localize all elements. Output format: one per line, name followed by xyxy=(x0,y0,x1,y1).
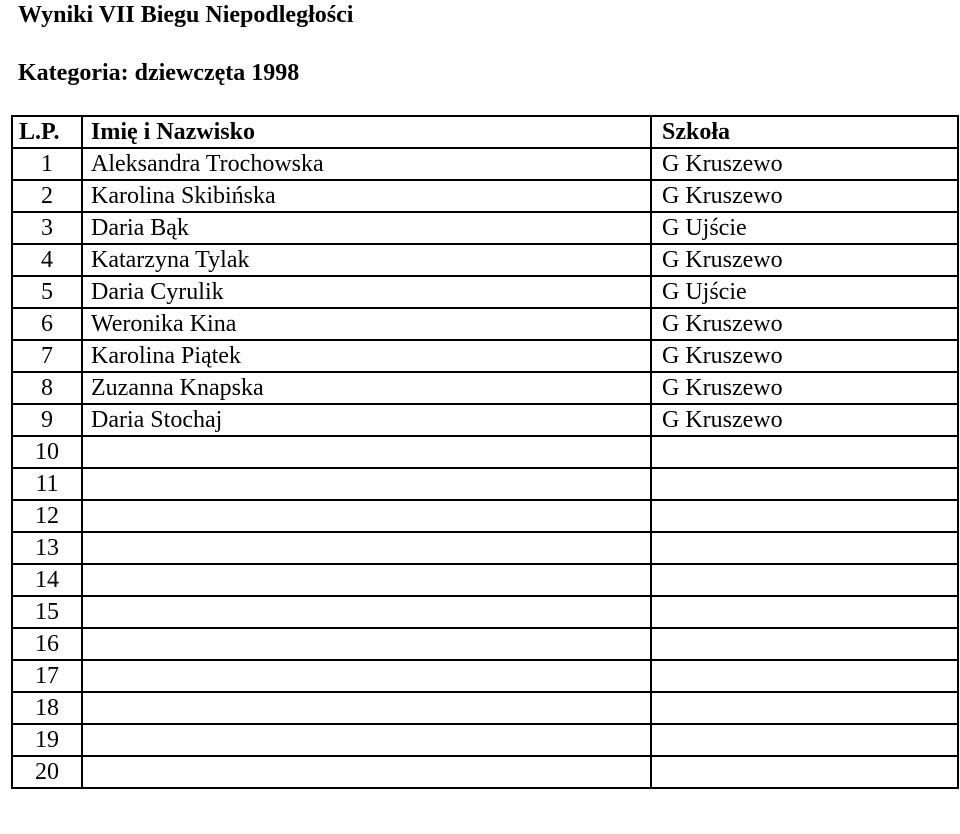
cell-school: G Kruszewo xyxy=(651,148,958,180)
table-row xyxy=(12,340,958,372)
cell-school xyxy=(651,500,958,532)
table-row xyxy=(12,628,958,660)
table-row xyxy=(12,212,958,244)
cell-name: Daria Stochaj xyxy=(82,404,651,436)
cell-school xyxy=(651,596,958,628)
cell-lp: 3 xyxy=(12,212,82,244)
cell-name: Aleksandra Trochowska xyxy=(82,148,651,180)
header-row xyxy=(12,116,958,148)
cell-school xyxy=(651,564,958,596)
cell-lp: 19 xyxy=(12,724,82,756)
cell-lp: 7 xyxy=(12,340,82,372)
cell-lp: 4 xyxy=(12,244,82,276)
table-row xyxy=(12,756,958,788)
cell-name: Zuzanna Knapska xyxy=(82,372,651,404)
table-row xyxy=(12,372,958,404)
cell-name xyxy=(82,468,651,500)
column-header-school: Szkoła xyxy=(651,116,958,148)
table-row xyxy=(12,500,958,532)
column-header-name: Imię i Nazwisko xyxy=(82,116,651,148)
cell-lp: 15 xyxy=(12,596,82,628)
cell-school xyxy=(651,660,958,692)
cell-school xyxy=(651,532,958,564)
cell-lp: 8 xyxy=(12,372,82,404)
cell-lp: 1 xyxy=(12,148,82,180)
cell-name: Katarzyna Tylak xyxy=(82,244,651,276)
table-row xyxy=(12,692,958,724)
table-row xyxy=(12,404,958,436)
cell-name: Daria Cyrulik xyxy=(82,276,651,308)
cell-school xyxy=(651,756,958,788)
cell-lp: 5 xyxy=(12,276,82,308)
cell-name: Daria Bąk xyxy=(82,212,651,244)
cell-name xyxy=(82,532,651,564)
table-row xyxy=(12,468,958,500)
cell-school: G Kruszewo xyxy=(651,372,958,404)
cell-school: G Kruszewo xyxy=(651,404,958,436)
cell-school: G Ujście xyxy=(651,276,958,308)
table-row xyxy=(12,148,958,180)
page-title: Wyniki VII Biegu Niepodległości xyxy=(18,2,354,28)
cell-lp: 2 xyxy=(12,180,82,212)
table-row xyxy=(12,180,958,212)
cell-lp: 9 xyxy=(12,404,82,436)
table-row xyxy=(12,436,958,468)
table-row xyxy=(12,276,958,308)
cell-name: Karolina Piątek xyxy=(82,340,651,372)
cell-school: G Kruszewo xyxy=(651,180,958,212)
cell-lp: 14 xyxy=(12,564,82,596)
cell-lp: 12 xyxy=(12,500,82,532)
cell-lp: 16 xyxy=(12,628,82,660)
cell-name xyxy=(82,692,651,724)
column-header-lp: L.P. xyxy=(12,116,82,148)
cell-name xyxy=(82,628,651,660)
cell-name xyxy=(82,660,651,692)
cell-school: G Kruszewo xyxy=(651,244,958,276)
category-heading: Kategoria: dziewczęta 1998 xyxy=(18,60,300,86)
cell-school xyxy=(651,692,958,724)
cell-name: Weronika Kina xyxy=(82,308,651,340)
cell-lp: 6 xyxy=(12,308,82,340)
results-table-head xyxy=(12,116,958,148)
cell-name xyxy=(82,500,651,532)
cell-lp: 17 xyxy=(12,660,82,692)
results-table xyxy=(11,115,959,789)
table-row xyxy=(12,596,958,628)
cell-name xyxy=(82,724,651,756)
cell-lp: 20 xyxy=(12,756,82,788)
table-row xyxy=(12,660,958,692)
cell-name xyxy=(82,436,651,468)
cell-lp: 10 xyxy=(12,436,82,468)
results-table-body xyxy=(12,148,958,788)
cell-school xyxy=(651,628,958,660)
cell-name xyxy=(82,564,651,596)
cell-name xyxy=(82,756,651,788)
table-row xyxy=(12,564,958,596)
cell-name xyxy=(82,596,651,628)
cell-lp: 13 xyxy=(12,532,82,564)
cell-school xyxy=(651,436,958,468)
table-row xyxy=(12,244,958,276)
cell-lp: 18 xyxy=(12,692,82,724)
cell-school: G Kruszewo xyxy=(651,340,958,372)
table-row xyxy=(12,308,958,340)
cell-school: G Ujście xyxy=(651,212,958,244)
cell-school xyxy=(651,468,958,500)
cell-school: G Kruszewo xyxy=(651,308,958,340)
table-row xyxy=(12,724,958,756)
cell-name: Karolina Skibińska xyxy=(82,180,651,212)
cell-lp: 11 xyxy=(12,468,82,500)
cell-school xyxy=(651,724,958,756)
table-row xyxy=(12,532,958,564)
